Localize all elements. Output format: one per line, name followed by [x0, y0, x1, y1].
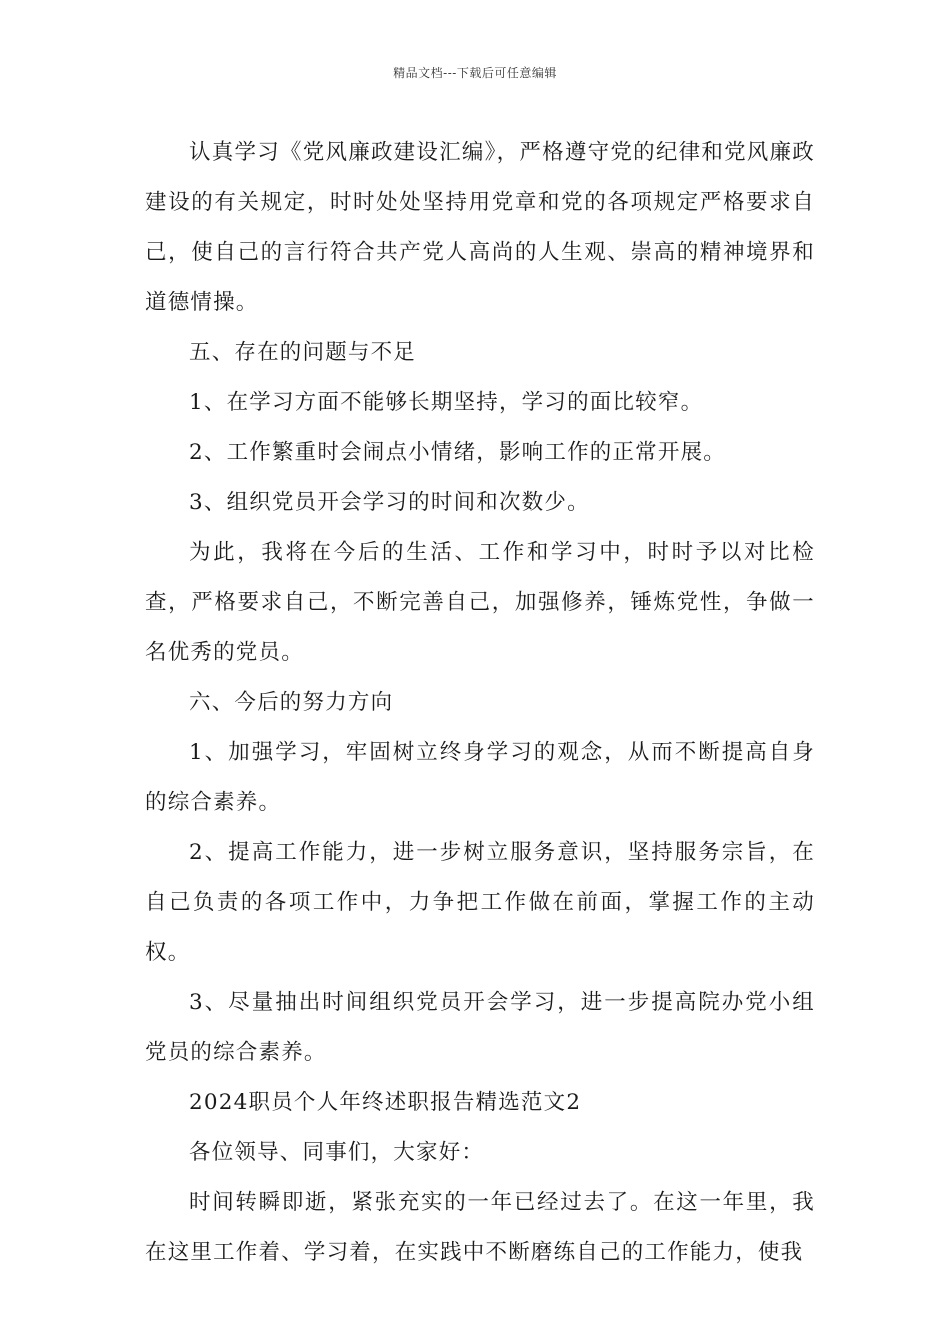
- list-item-problem-3: 3、组织党员开会学习的时间和次数少。: [189, 490, 590, 515]
- section-heading-direction: 六、今后的努力方向: [189, 690, 394, 715]
- document-title-2: 2024职员个人年终述职报告精选范文2: [189, 1090, 582, 1115]
- list-item-direction-3: 3、尽量抽出时间组织党员开会学习，进一步提高院办党小组党员的综合素养。: [145, 990, 815, 1065]
- list-item-problem-2: 2、工作繁重时会闹点小情绪，影响工作的正常开展。: [189, 440, 726, 465]
- greeting: 各位领导、同事们，大家好：: [189, 1140, 485, 1165]
- section-heading-problems: 五、存在的问题与不足: [189, 340, 417, 365]
- page-header: 精品文档---下载后可任意编辑: [393, 66, 557, 80]
- paragraph-improvement: 为此，我将在今后的生活、工作和学习中，时时予以对比检查，严格要求自己，不断完善自己，加强修养，锤炼党性，争做一名优秀的党员。: [145, 540, 815, 665]
- paragraph-party-discipline: 认真学习《党风廉政建设汇编》，严格遵守党的纪律和党风廉政建设的有关规定，时时处处坚持用党章和党的各项规定严格要求自己，使自己的言行符合共产党人高尚的人生观、崇高的精神境界和道德情操。: [145, 140, 815, 315]
- list-item-direction-2: 2、提高工作能力，进一步树立服务意识，坚持服务宗旨，在自己负责的各项工作中，力争把工作做在前面，掌握工作的主动权。: [145, 840, 815, 965]
- list-item-direction-1: 1、加强学习，牢固树立终身学习的观念，从而不断提高自身的综合素养。: [145, 740, 815, 815]
- paragraph-opening: 时间转瞬即逝，紧张充实的一年已经过去了。在这一年里，我在这里工作着、学习着，在实践中不断磨练自己的工作能力，使我: [145, 1190, 815, 1265]
- list-item-problem-1: 1、在学习方面不能够长期坚持，学习的面比较窄。: [189, 390, 704, 415]
- document-body: [145, 128, 815, 1278]
